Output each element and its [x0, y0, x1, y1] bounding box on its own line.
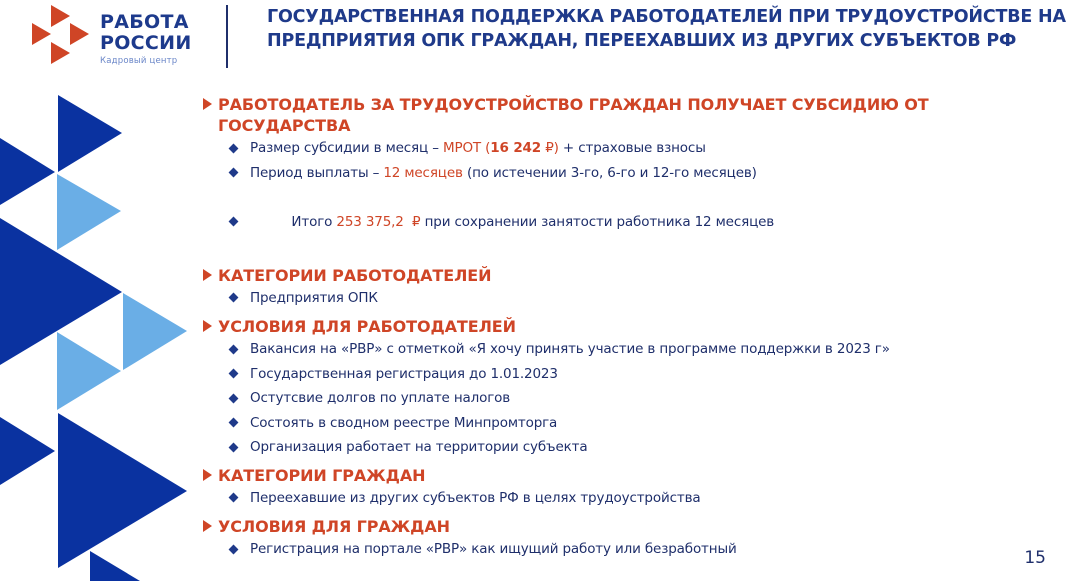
section-heading-text: УСЛОВИЯ ДЛЯ РАБОТОДАТЕЛЕЙ	[218, 317, 516, 336]
diamond-bullet-icon	[229, 393, 239, 403]
diamond-bullet-icon	[229, 168, 239, 178]
list-item	[230, 486, 1063, 511]
list-item	[230, 286, 1063, 311]
diamond-bullet-icon	[229, 344, 239, 354]
section-heading	[203, 265, 1063, 286]
logo-line-1: РАБОТА	[100, 11, 189, 33]
bullet-list	[203, 486, 1063, 511]
list-item-text: Итого 253 375,2 ₽ при сохранении занятости работника 12 месяцев	[291, 213, 775, 230]
section-citizen-conditions	[203, 516, 1063, 562]
logo-subtitle: Кадровый центр	[100, 56, 178, 66]
bullet-list	[203, 286, 1063, 311]
triangle-dark-2	[0, 138, 55, 205]
list-item-text: Регистрация на портале «РВР» как ищущий работу или безработный	[250, 541, 737, 557]
diamond-bullet-icon	[229, 217, 239, 227]
triangle-light-2	[123, 293, 187, 370]
list-item	[230, 337, 1063, 362]
diamond-bullet-icon	[229, 418, 239, 428]
diamond-bullet-icon	[229, 493, 239, 503]
section-employer-categories	[203, 265, 1063, 311]
list-item-text: Размер субсидии в месяц – МРОТ (16 242 ₽) + страховые взносы	[250, 140, 706, 156]
list-item-text: Предприятия ОПК	[250, 289, 378, 306]
page-number: 15	[1024, 548, 1046, 568]
list-item	[230, 161, 1063, 186]
list-item-text: Вакансия на «РВР» с отметкой «Я хочу принять участие в программе поддержки в 2023 г»	[250, 341, 890, 357]
slide-title: ГОСУДАРСТВЕННАЯ ПОДДЕРЖКА РАБОТОДАТЕЛЕЙ ПРИ ТРУДОУСТРОЙСТВЕ НА ПРЕДПРИЯТИЯ ОПК ГРАЖДАН, ПЕРЕЕХАВШИХ ИЗ ДРУГИХ СУБЪЕКТОВ РФ	[267, 7, 1066, 51]
triangle-dark-big-2	[58, 413, 187, 568]
triangle-dark-1	[58, 95, 122, 172]
list-item	[230, 136, 1063, 161]
list-item-text: Состоять в сводном реестре Минпромторга	[250, 414, 558, 431]
section-heading	[203, 465, 1063, 486]
logo-line-2: РОССИИ	[100, 32, 192, 54]
diamond-bullet-icon	[229, 544, 239, 554]
triangle-dark-4	[90, 551, 140, 581]
section-heading-text: РАБОТОДАТЕЛЬ ЗА ТРУДОУСТРОЙСТВО ГРАЖДАН ПОЛУЧАЕТ СУБСИДИЮ ОТ ГОСУДАРСТВА	[218, 95, 929, 135]
list-item	[230, 362, 1063, 387]
list-item-text: Переехавшие из других субъектов РФ в целях трудоустройства	[250, 489, 701, 506]
list-item	[230, 411, 1063, 436]
section-heading-text: КАТЕГОРИИ ГРАЖДАН	[218, 465, 426, 485]
diamond-bullet-icon	[229, 143, 239, 153]
section-heading-text: УСЛОВИЯ ДЛЯ ГРАЖДАН	[218, 517, 450, 536]
list-item	[230, 185, 1063, 259]
triangle-bullet-icon	[203, 520, 212, 532]
triangle-light-1	[57, 174, 121, 250]
triangle-bullet-icon	[203, 469, 212, 481]
triangle-bullet-icon	[203, 320, 212, 332]
section-employer-subsidy	[203, 94, 1063, 259]
decorative-triangles	[0, 0, 200, 581]
bullet-list	[203, 337, 1063, 460]
bullet-list	[203, 537, 1063, 562]
section-citizen-categories	[203, 465, 1063, 511]
triangle-bullet-icon	[203, 98, 212, 110]
list-item-text: Остутсвие долгов по уплате налогов	[250, 390, 511, 406]
logo-icon	[20, 0, 100, 70]
header-divider	[226, 5, 228, 68]
diamond-bullet-icon	[229, 442, 239, 452]
section-heading	[203, 516, 1063, 537]
diamond-bullet-icon	[229, 369, 239, 379]
list-item-text: Период выплаты – 12 месяцев (по истечении 3-го, 6-го и 12-го месяцев)	[250, 164, 757, 181]
logo	[100, 12, 192, 66]
triangle-light-3	[57, 332, 121, 410]
section-employer-conditions	[203, 316, 1063, 460]
section-heading	[203, 94, 1063, 136]
section-heading-text: КАТЕГОРИИ РАБОТОДАТЕЛЕЙ	[218, 265, 492, 285]
list-item-text: Организация работает на территории субъекта	[250, 439, 588, 455]
list-item	[230, 386, 1063, 411]
bullet-list	[203, 136, 1063, 259]
diamond-bullet-icon	[229, 293, 239, 303]
triangle-bullet-icon	[203, 269, 212, 281]
list-item	[230, 435, 1063, 460]
triangle-dark-3	[0, 417, 55, 485]
slide-content	[203, 94, 1063, 562]
list-item-text: Государственная регистрация до 1.01.2023	[250, 365, 558, 382]
section-heading	[203, 316, 1063, 337]
list-item	[230, 537, 1063, 562]
